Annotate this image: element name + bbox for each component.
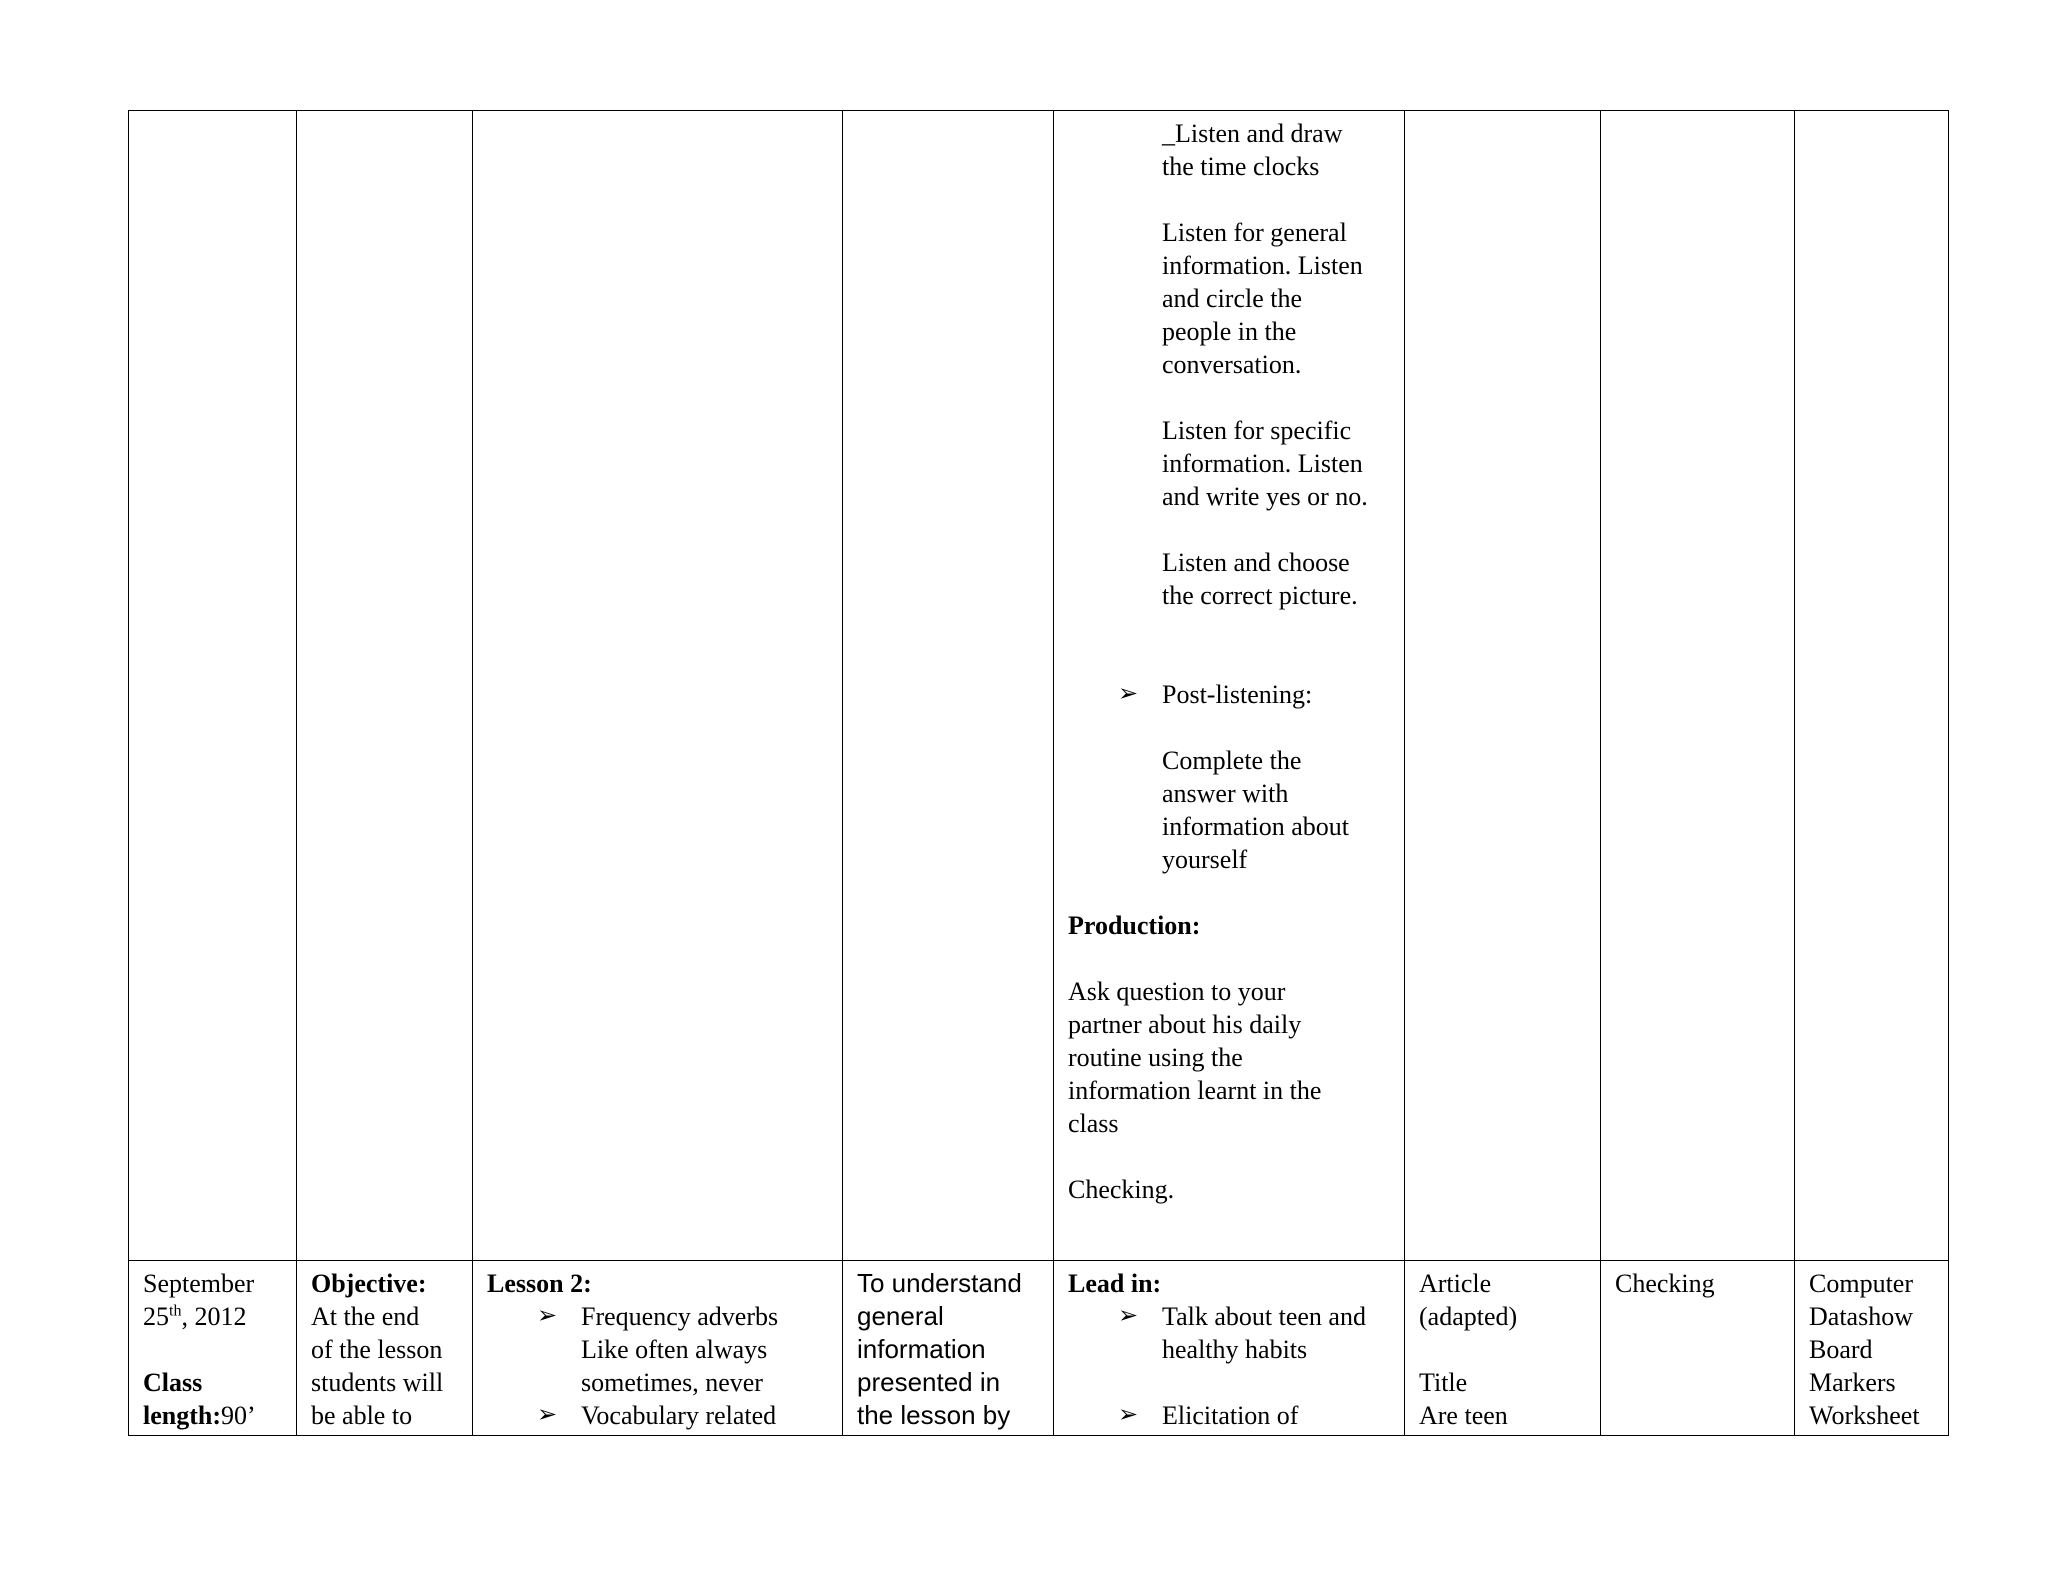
date-cell	[129, 111, 297, 1261]
resource-item: Board	[1809, 1335, 1873, 1364]
class-label: Class	[143, 1368, 203, 1397]
date-day-year: 25th, 2012	[143, 1302, 247, 1331]
activity-line: information about	[1162, 812, 1350, 841]
activity-line: Listen for general	[1162, 218, 1347, 247]
objective-cell	[297, 111, 473, 1261]
post-listening-label: Post-listening:	[1162, 680, 1313, 709]
objective-line: of the lesson	[311, 1335, 443, 1364]
content-bullet: ➢ Vocabulary related	[537, 1401, 777, 1430]
resource-item: Computer	[1809, 1269, 1913, 1298]
objective-heading: Objective:	[311, 1269, 427, 1298]
arrow-bullet-icon: ➢	[1118, 1303, 1139, 1329]
activity-line: the correct picture.	[1162, 581, 1358, 610]
activity-line: answer with	[1162, 779, 1289, 808]
activity-line: Listen and choose	[1162, 548, 1350, 577]
activity-line: Listen for specific	[1162, 416, 1352, 445]
activity-line: people in the	[1162, 317, 1297, 346]
activity-line: and circle the	[1162, 284, 1303, 313]
activity-line: Ask question to your	[1068, 977, 1286, 1006]
objective-line: be able to	[311, 1401, 413, 1430]
activity-line: conversation.	[1162, 350, 1302, 379]
lead-in-heading: Lead in:	[1068, 1269, 1162, 1298]
resource-item: Datashow	[1809, 1302, 1913, 1331]
purpose-cell	[843, 111, 1054, 1261]
materials-cell	[1405, 111, 1601, 1261]
class-length: length:90’	[143, 1401, 256, 1430]
post-listening-bullet	[1068, 678, 1390, 711]
purpose-line: general	[857, 1301, 944, 1331]
lesson-plan-table	[128, 110, 1949, 1436]
activity-line: partner about his daily	[1068, 1010, 1302, 1039]
activities-cell	[1054, 111, 1405, 1261]
activities-cell	[1054, 1261, 1405, 1436]
activity-line: the time clocks	[1162, 152, 1320, 181]
lesson-heading: Lesson 2:	[487, 1269, 592, 1298]
materials-title-value: Are teen	[1419, 1401, 1508, 1430]
evaluation-cell	[1601, 1261, 1795, 1436]
resource-item: Markers	[1809, 1368, 1896, 1397]
purpose-line: the lesson by	[857, 1400, 1011, 1430]
materials-line: (adapted)	[1419, 1302, 1518, 1331]
content-bullet: ➢ Frequency adverbs Like often always sometimes, never	[537, 1302, 779, 1397]
production-heading: Production:	[1068, 911, 1201, 940]
date-cell	[129, 1261, 297, 1436]
purpose-line: information	[857, 1334, 986, 1364]
materials-cell	[1405, 1261, 1601, 1436]
arrow-bullet-icon: ➢	[1118, 1402, 1139, 1428]
activity-bullet: ➢ Elicitation of	[1118, 1401, 1299, 1430]
checking-text: Checking.	[1068, 1175, 1175, 1204]
materials-line: Article	[1419, 1269, 1492, 1298]
evaluation-text: Checking	[1615, 1269, 1715, 1298]
objective-cell	[297, 1261, 473, 1436]
activity-bullet: ➢ Talk about teen and healthy habits	[1118, 1302, 1366, 1364]
table-row	[129, 111, 1949, 1261]
purpose-line: To understand	[857, 1268, 1022, 1298]
objective-line: students will	[311, 1368, 444, 1397]
table-row	[129, 1261, 1949, 1436]
arrow-bullet-icon: ➢	[537, 1402, 558, 1428]
content-cell	[473, 1261, 843, 1436]
activity-line: Complete the	[1162, 746, 1302, 775]
arrow-bullet-icon: ➢	[537, 1303, 558, 1329]
date-month: September	[143, 1269, 255, 1298]
activity-line: class	[1068, 1109, 1119, 1138]
activity-line: information learnt in the	[1068, 1076, 1322, 1105]
resource-item: Worksheet	[1809, 1401, 1920, 1430]
objective-line: At the end	[311, 1302, 420, 1331]
evaluation-cell	[1601, 111, 1795, 1261]
materials-title-label: Title	[1419, 1368, 1468, 1397]
resources-cell	[1795, 111, 1949, 1261]
content-cell	[473, 111, 843, 1261]
resources-cell	[1795, 1261, 1949, 1436]
activity-line: and write yes or no.	[1162, 482, 1368, 511]
activity-line: _Listen and draw	[1162, 119, 1343, 148]
activity-line: routine using the	[1068, 1043, 1243, 1072]
activity-line: information. Listen	[1162, 449, 1363, 478]
activity-line: information. Listen	[1162, 251, 1363, 280]
activity-line: yourself	[1162, 845, 1248, 874]
purpose-line: presented in	[857, 1367, 1001, 1397]
arrow-bullet-icon: ➢	[1118, 681, 1139, 707]
purpose-cell	[843, 1261, 1054, 1436]
